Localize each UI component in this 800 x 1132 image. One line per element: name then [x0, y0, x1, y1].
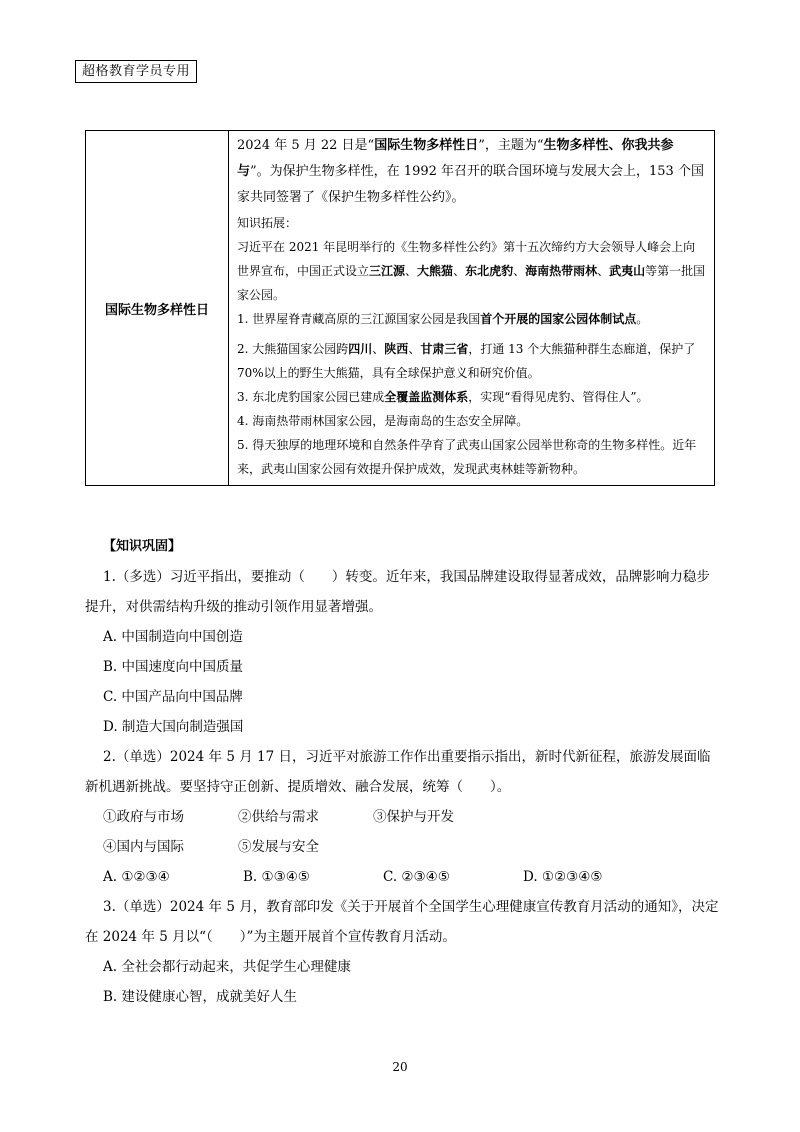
knowledge-table [85, 130, 715, 486]
extension-intro-text: 、 [405, 264, 418, 278]
extension-item-text: 、 [408, 342, 421, 356]
extension-item-text: ，实现“看得见虎豹、管得住人”。 [468, 390, 649, 404]
extension-intro-text: 、 [453, 264, 466, 278]
table-label: 国际生物多样性日 [86, 131, 229, 486]
topic-intro-bold-text: 生物多样性、你我共参与 [237, 138, 674, 179]
extension-intro-text: 、 [597, 264, 610, 278]
extension-item-text: 。 [636, 312, 649, 326]
extension-item-bold-text: 四川 [348, 342, 373, 356]
question-1-option-c[interactable]: C. 中国产品向中国品牌 [103, 689, 243, 705]
extension-intro-bold-text: 大熊猫 [417, 264, 454, 278]
question-2-item: ③保护与开发 [373, 809, 454, 825]
topic-intro-text: ”，主题为“ [478, 138, 544, 153]
extension-intro-text: 习近平在 2021 年昆明举行的《生物多样性公约》第十五次缔约方大会领导人峰会上向世界宣布，中国正式设立 [237, 240, 696, 278]
topic-intro-text: 2024 年 5 月 22 日是“ [237, 138, 375, 153]
practice-section [85, 532, 720, 1012]
question-2-item: ⑤发展与安全 [238, 839, 319, 855]
extension-intro-bold-text: 三江源 [369, 264, 406, 278]
extension-item-4 [237, 409, 706, 433]
section-title: 【知识巩固】 [103, 539, 182, 554]
extension-item-5 [237, 433, 706, 481]
topic-intro [237, 133, 706, 211]
extension-item-2 [237, 337, 706, 385]
question-2-item: ②供给与需求 [238, 809, 319, 825]
topic-intro-bold-text: 国际生物多样性日 [374, 138, 479, 153]
extension-intro [237, 235, 706, 307]
question-2-options [85, 862, 720, 892]
question-2-items-row-2 [85, 832, 720, 862]
extension-item-text: ，打通 13 个大熊猫种群生态廊道，保护了 70%以上的野生大熊猫，具有全球保护意义和研究价值。 [237, 342, 696, 380]
extension-item-text: 、 [372, 342, 385, 356]
extension-item-text: 5. 得天独厚的地理环境和自然条件孕育了武夷山国家公园举世称奇的生物多样性。近年来，武夷山国家公园有效提升保护成效，发现武夷林蛙等新物种。 [237, 438, 697, 476]
extension-intro-bold-text: 海南热带雨林 [525, 264, 598, 278]
question-2-stem: 2.（单选）2024 年 5 月 17 日，习近平对旅游工作作出重要指示指出，新时代新征程，旅游发展面临新机遇新挑战。要坚持守正创新、提质增效、融合发展，统筹（ ）。 [85, 749, 711, 795]
extension-item-1 [237, 307, 706, 331]
question-2-item: ①政府与市场 [103, 809, 184, 825]
extension-intro-bold-text: 武夷山 [609, 264, 646, 278]
question-2-option-c[interactable]: C. ②③④⑤ [383, 869, 450, 885]
question-3-stem: 3.（单选）2024 年 5 月，教育部印发《关于开展首个全国学生心理健康宣传教育月活动的通知》，决定在 2024 年 5 月以“（ ）”为主题开展首个宣传教育月活动。 [85, 899, 719, 945]
header-tag: 超格教育学员专用 [75, 60, 197, 83]
extension-item-text: 1. 世界屋脊青藏高原的三江源国家公园是我国 [237, 312, 481, 326]
question-1-stem: 1.（多选）习近平指出，要推动（ ）转变。近年来，我国品牌建设取得显著成效，品牌影响力稳步提升，对供需结构升级的推动引领作用显著增强。 [85, 569, 710, 615]
extension-item-text: 3. 东北虎豹国家公园已建成 [237, 390, 385, 404]
extension-intro-bold-text: 东北虎豹 [465, 264, 514, 278]
extension-title: 知识拓展： [237, 216, 298, 230]
question-1-option-b[interactable]: B. 中国速度向中国质量 [103, 659, 244, 675]
question-3-option-b[interactable]: B. 建设健康心智，成就美好人生 [103, 989, 298, 1005]
page-number: 20 [392, 1060, 408, 1074]
question-3-option-a[interactable]: A. 全社会都行动起来，共促学生心理健康 [103, 959, 351, 975]
question-2-items-row-1 [85, 802, 720, 832]
extension-intro-text: 等第一批国家公园。 [237, 264, 706, 302]
topic-intro-text: ”。为保护生物多样性，在 1992 年召开的联合国环境与发展大会上，153 个国家共同签署了《保护生物多样性公约》。 [237, 164, 704, 205]
extension-item-bold-text: 首个开展的国家公园体制试点 [480, 312, 637, 326]
extension-item-text: 4. 海南热带雨林国家公园，是海南岛的生态安全屏障。 [237, 414, 529, 428]
extension-intro-text: 、 [513, 264, 526, 278]
question-2-item: ④国内与国际 [103, 839, 184, 855]
question-1-option-d[interactable]: D. 制造大国向制造强国 [103, 719, 244, 735]
extension-item-bold-text: 甘肃三省 [420, 342, 469, 356]
extension-item-3 [237, 385, 706, 409]
extension-item-bold-text: 陕西 [384, 342, 409, 356]
table-content [229, 131, 715, 486]
question-2-option-d[interactable]: D. ①②③④⑤ [523, 869, 603, 885]
question-1-option-a[interactable]: A. 中国制造向中国创造 [103, 629, 243, 645]
question-2-option-b[interactable]: B. ①③④⑤ [243, 869, 310, 885]
extension-item-text: 2. 大熊猫国家公园跨 [237, 342, 349, 356]
extension-item-bold-text: 全覆盖监测体系 [384, 390, 469, 404]
question-2-option-a[interactable]: A. ①②③④ [103, 869, 170, 885]
